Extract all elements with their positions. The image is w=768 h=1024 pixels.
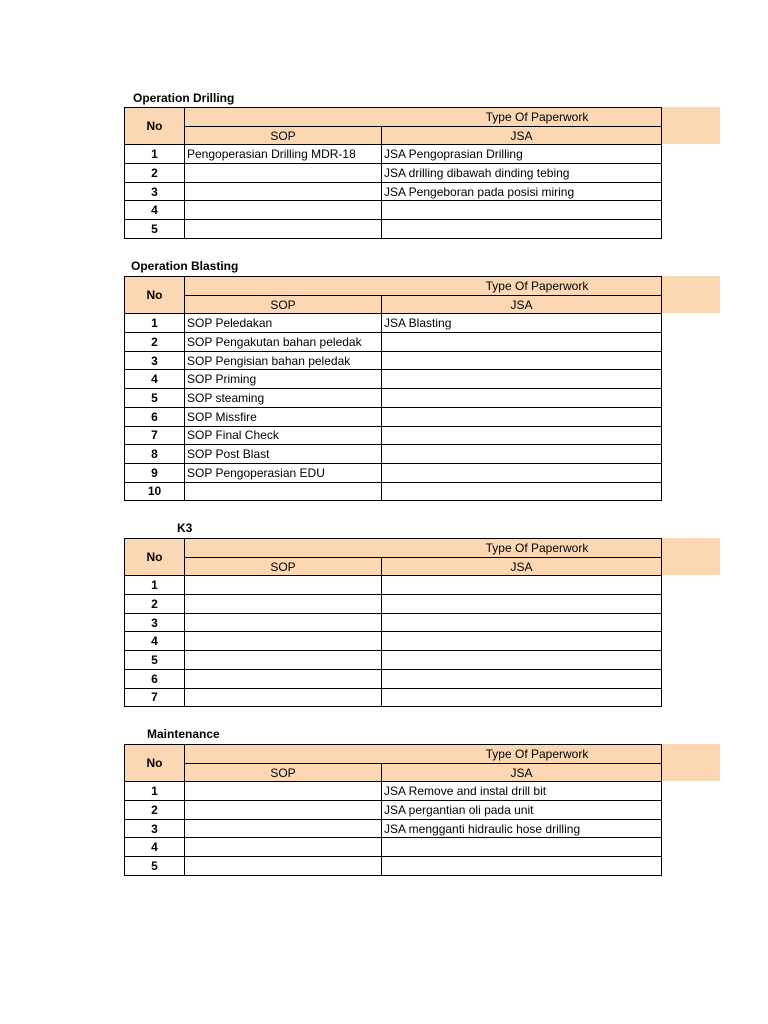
row-sop: SOP steaming (185, 389, 382, 408)
row-no: 3 (125, 819, 185, 838)
table-row (125, 182, 662, 201)
table-row (125, 445, 662, 464)
table-row (125, 370, 662, 389)
row-sop: Pengoperasian Drilling MDR-18 (185, 145, 382, 164)
row-jsa (382, 482, 662, 501)
header-row (125, 745, 662, 764)
header-row (125, 108, 662, 127)
paperwork-table (124, 276, 662, 501)
header-fill (660, 107, 720, 144)
table-row (125, 220, 662, 239)
row-no: 1 (125, 576, 185, 595)
row-sop (185, 819, 382, 838)
row-no: 3 (125, 351, 185, 370)
row-jsa (382, 463, 662, 482)
table-row (125, 333, 662, 352)
table-row (125, 201, 662, 220)
table-row (125, 819, 662, 838)
row-sop (185, 651, 382, 670)
row-no: 4 (125, 838, 185, 857)
col-jsa-header: JSA (382, 295, 662, 314)
table-row (125, 782, 662, 801)
type-of-paperwork-header: Type Of Paperwork (185, 745, 662, 764)
row-jsa (382, 445, 662, 464)
row-no: 5 (125, 220, 185, 239)
table-row (125, 145, 662, 164)
col-jsa-header: JSA (382, 763, 662, 782)
subheader-row (125, 763, 662, 782)
col-sop-header: SOP (185, 295, 382, 314)
row-sop (185, 838, 382, 857)
row-sop: SOP Final Check (185, 426, 382, 445)
section-title: Operation Blasting (131, 259, 239, 273)
type-of-paperwork-header: Type Of Paperwork (185, 277, 662, 296)
row-no: 2 (125, 333, 185, 352)
row-jsa (382, 407, 662, 426)
row-no: 9 (125, 463, 185, 482)
row-jsa: JSA pergantian oli pada unit (382, 801, 662, 820)
row-no: 1 (125, 145, 185, 164)
row-jsa: JSA Blasting (382, 314, 662, 333)
row-no: 4 (125, 632, 185, 651)
table-row (125, 164, 662, 183)
col-jsa-header: JSA (382, 126, 662, 145)
paperwork-table (124, 744, 662, 876)
row-no: 4 (125, 201, 185, 220)
table-row (125, 651, 662, 670)
row-jsa (382, 201, 662, 220)
table-row (125, 351, 662, 370)
type-of-paperwork-header: Type Of Paperwork (185, 539, 662, 558)
row-jsa (382, 389, 662, 408)
row-no: 2 (125, 801, 185, 820)
row-sop: SOP Priming (185, 370, 382, 389)
row-sop (185, 613, 382, 632)
row-jsa (382, 370, 662, 389)
row-sop: SOP Pengisian bahan peledak (185, 351, 382, 370)
header-row (125, 277, 662, 296)
row-no: 1 (125, 314, 185, 333)
row-no: 10 (125, 482, 185, 501)
row-jsa (382, 595, 662, 614)
row-jsa (382, 669, 662, 688)
col-sop-header: SOP (185, 557, 382, 576)
table-row (125, 595, 662, 614)
col-sop-header: SOP (185, 126, 382, 145)
section-title: Maintenance (147, 727, 220, 741)
row-sop (185, 182, 382, 201)
table-row (125, 407, 662, 426)
table-row (125, 613, 662, 632)
header-fill (660, 276, 720, 313)
section-title: Operation Drilling (133, 91, 235, 105)
type-of-paperwork-header: Type Of Paperwork (185, 108, 662, 127)
row-no: 4 (125, 370, 185, 389)
row-sop (185, 669, 382, 688)
row-jsa (382, 426, 662, 445)
col-no-header: No (125, 277, 185, 314)
row-no: 2 (125, 164, 185, 183)
table-row (125, 576, 662, 595)
table-row (125, 314, 662, 333)
row-no: 3 (125, 613, 185, 632)
row-jsa (382, 857, 662, 876)
row-jsa (382, 576, 662, 595)
row-sop (185, 201, 382, 220)
row-no: 7 (125, 426, 185, 445)
subheader-row (125, 126, 662, 145)
row-jsa: JSA Pengeboran pada posisi miring (382, 182, 662, 201)
table-row (125, 688, 662, 707)
row-sop (185, 482, 382, 501)
row-sop: SOP Post Blast (185, 445, 382, 464)
row-sop (185, 632, 382, 651)
header-fill (660, 744, 720, 781)
col-no-header: No (125, 745, 185, 782)
row-jsa (382, 351, 662, 370)
row-sop (185, 164, 382, 183)
col-no-header: No (125, 108, 185, 145)
row-sop (185, 782, 382, 801)
table-row (125, 669, 662, 688)
col-sop-header: SOP (185, 763, 382, 782)
row-sop (185, 595, 382, 614)
table-row (125, 482, 662, 501)
header-fill (660, 538, 720, 575)
row-jsa (382, 613, 662, 632)
row-sop: SOP Peledakan (185, 314, 382, 333)
col-jsa-header: JSA (382, 557, 662, 576)
row-no: 8 (125, 445, 185, 464)
row-no: 6 (125, 669, 185, 688)
paperwork-table (124, 538, 662, 707)
row-jsa (382, 688, 662, 707)
row-no: 2 (125, 595, 185, 614)
row-no: 3 (125, 182, 185, 201)
row-sop: SOP Pengakutan bahan peledak (185, 333, 382, 352)
row-sop (185, 801, 382, 820)
table-row (125, 463, 662, 482)
row-no: 5 (125, 389, 185, 408)
row-no: 5 (125, 651, 185, 670)
row-no: 7 (125, 688, 185, 707)
row-jsa (382, 838, 662, 857)
col-no-header: No (125, 539, 185, 576)
table-row (125, 426, 662, 445)
row-jsa (382, 651, 662, 670)
row-sop: SOP Pengoperasian EDU (185, 463, 382, 482)
row-no: 1 (125, 782, 185, 801)
subheader-row (125, 557, 662, 576)
row-sop (185, 857, 382, 876)
table-row (125, 801, 662, 820)
row-jsa: JSA Pengoprasian Drilling (382, 145, 662, 164)
row-no: 6 (125, 407, 185, 426)
subheader-row (125, 295, 662, 314)
row-jsa (382, 333, 662, 352)
row-jsa: JSA Remove and instal drill bit (382, 782, 662, 801)
row-sop (185, 220, 382, 239)
paperwork-table (124, 107, 662, 239)
row-jsa: JSA drilling dibawah dinding tebing (382, 164, 662, 183)
row-jsa (382, 632, 662, 651)
table-row (125, 838, 662, 857)
row-sop: SOP Missfire (185, 407, 382, 426)
table-row (125, 857, 662, 876)
header-row (125, 539, 662, 558)
row-no: 5 (125, 857, 185, 876)
row-jsa (382, 220, 662, 239)
row-sop (185, 576, 382, 595)
section-title: K3 (177, 521, 193, 535)
row-jsa: JSA mengganti hidraulic hose drilling (382, 819, 662, 838)
row-sop (185, 688, 382, 707)
table-row (125, 632, 662, 651)
table-row (125, 389, 662, 408)
